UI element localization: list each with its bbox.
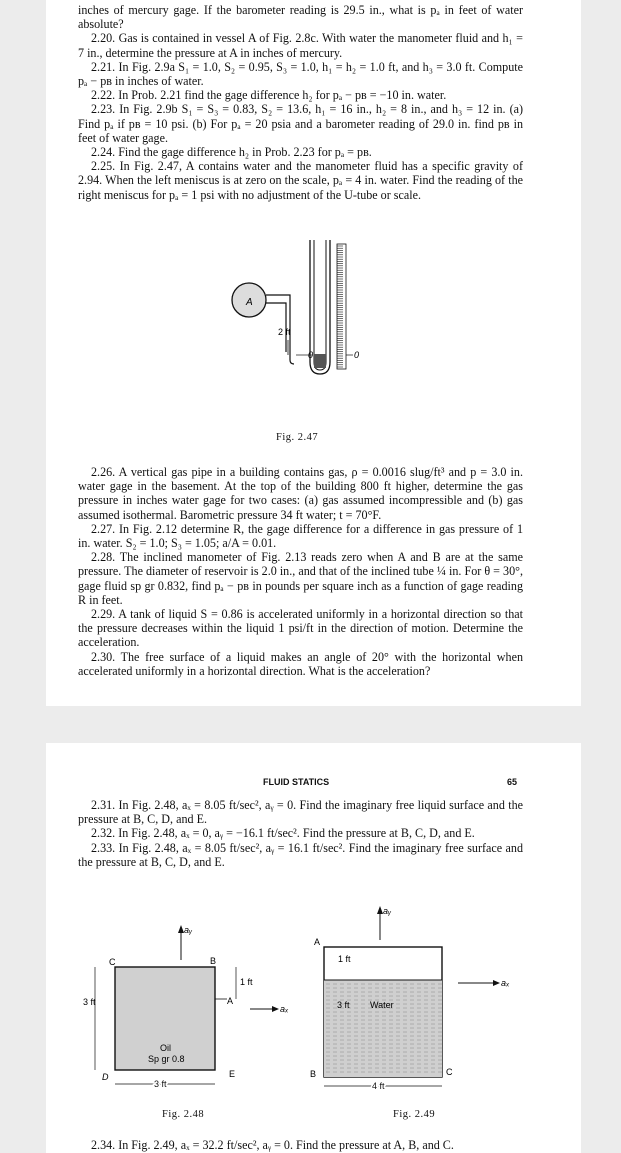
- problem-2-28: 2.28. The inclined manometer of Fig. 2.13 reads zero when A and B are at the same pressure. The diameter of reservoir is 2.0 in., and that of the inclined tube ¼ in. For θ = 30°, gage fluid sp gr 0.832, find pₐ − pʙ in pounds per square inch as a function of gage reading R in feet.: [78, 550, 523, 607]
- fig249-ay: aᵧ: [383, 906, 392, 916]
- fig249-b: B: [310, 1069, 317, 1079]
- fig249-water: Water: [370, 1000, 394, 1010]
- problem-2-25: 2.25. In Fig. 2.47, A contains water and the manometer fluid has a specific gravity of 2.94. When the left meniscus is at zero on the scale, pₐ = 4 in. water. Find the reading of the right meniscus for pₐ = 1 psi with no adjustment of the U-tube or scale.: [78, 159, 523, 202]
- fig248-3ft-h: 3 ft: [83, 997, 96, 1007]
- problem-2-21: 2.21. In Fig. 2.9a S₁ = 1.0, S₂ = 0.95, S₃ = 1.0, h₁ = h₂ = 1.0 ft, and h₃ = 3.0 ft. Compute pₐ − pʙ in inches of water.: [78, 59, 523, 89]
- problem-text: inches of mercury gage. If the barometer reading is 29.5 in., what is pₐ in feet of water absolute?: [78, 3, 523, 32]
- problem-2-24: 2.24. Find the gage difference h₂ in Prob. 2.23 for pₐ = pʙ.: [91, 145, 372, 160]
- running-head: FLUID STATICS: [263, 777, 330, 787]
- problems-block-1: [78, 3, 523, 202]
- problem-2-32: 2.32. In Fig. 2.48, aₓ = 0, aᵧ = −16.1 ft/sec². Find the pressure at B, C, D, and E.: [91, 826, 475, 841]
- fig249-ax: aₓ: [501, 978, 510, 988]
- fig248-3ft-w: 3 ft: [154, 1079, 167, 1089]
- problem-2-30: 2.30. The free surface of a liquid makes an angle of 20° with the horizontal when accelerated uniformly in a horizontal direction. What is the acceleration?: [78, 649, 523, 678]
- fig-2-49-caption: Fig. 2.49: [393, 1109, 436, 1120]
- problem-2-34: 2.34. In Fig. 2.49, aₓ = 32.2 ft/sec², aᵧ = 0. Find the pressure at A, B, and C.: [91, 1138, 454, 1152]
- fig249-a: A: [314, 937, 321, 947]
- fig249-4ft: 4 ft: [372, 1081, 385, 1091]
- fig249-1ft: 1 ft: [338, 954, 351, 964]
- fig248-1ft: 1 ft: [240, 977, 253, 987]
- label-a: A: [246, 297, 253, 308]
- problem-2-31: 2.31. In Fig. 2.48, aₓ = 8.05 ft/sec², aᵧ = 0. Find the imaginary free liquid surface and the pressure at B, C, D, and E.: [78, 798, 523, 827]
- problem-2-27: 2.27. In Fig. 2.12 determine R, the gage difference for a difference in gas pressure of 1 in. water. S₂ = 1.0; S₃ = 1.05; a/A = 0.01.: [78, 521, 523, 551]
- fig-2-47-caption: Fig. 2.47: [276, 432, 319, 443]
- fig248-b: B: [210, 956, 217, 966]
- fig248-e: E: [229, 1069, 236, 1079]
- figure-2-49: [308, 900, 518, 1095]
- label-zero-right: 0: [354, 350, 360, 360]
- fig249-3ft: 3 ft: [337, 1000, 350, 1010]
- fig248-d: D: [102, 1072, 109, 1082]
- label-2ft: 2 ft: [278, 327, 291, 337]
- fig248-oil: Oil: [160, 1043, 171, 1053]
- fig248-a: A: [227, 996, 234, 1006]
- fig248-spgr: Sp gr 0.8: [148, 1054, 185, 1064]
- problem-2-26: 2.26. A vertical gas pipe in a building contains gas, ρ = 0.0016 slug/ft³ and p = 3.0 in. water gage in the basement. At the top of the building 800 ft higher, determine the gas pressure in inches water gage for two cases: (a) gas assumed incompressible and (b) gas assumed isothermal. Barometric pressure 34 ft water; t = 70°F.: [78, 465, 523, 522]
- figure-2-47: [220, 232, 360, 382]
- fig248-c: C: [109, 957, 116, 967]
- problem-2-22: 2.22. In Prob. 2.21 find the gage difference h₂ for pₐ − pʙ = −10 in. water.: [91, 88, 447, 103]
- problem-2-23: 2.23. In Fig. 2.9b S₁ = S₃ = 0.83, S₂ = 13.6, h₁ = 16 in., h₂ = 8 in., and h₃ = 12 in. (a) Find pₐ if pʙ = 10 psi. (b) For pₐ = 20 psia and a barometer reading of 29.0 in. find pʙ in feet of water gage.: [78, 102, 523, 145]
- fig248-ax: aₓ: [280, 1004, 289, 1014]
- fig249-c: C: [446, 1067, 453, 1077]
- page-number: 65: [507, 777, 518, 787]
- problem-2-33: 2.33. In Fig. 2.48, aₓ = 8.05 ft/sec², aᵧ = 16.1 ft/sec². Find the imaginary free surface and the pressure at B, C, D, and E.: [78, 840, 523, 869]
- problem-2-29: 2.29. A tank of liquid S = 0.86 is accelerated uniformly in a horizontal direction so that the pressure decreases within the liquid 1 psi/ft in the direction of motion. Determine the acceleration.: [78, 607, 523, 650]
- label-zero-left: 0: [308, 350, 314, 360]
- problems-block-3: [78, 798, 523, 869]
- problem-2-20: 2.20. Gas is contained in vessel A of Fig. 2.8c. With water the manometer fluid and h₁ = 7 in., determine the pressure at A in inches of mercury.: [78, 31, 523, 60]
- fig-2-48-caption: Fig. 2.48: [162, 1109, 205, 1120]
- fig248-ay: aᵧ: [184, 925, 193, 935]
- figure-2-48: [82, 915, 292, 1100]
- problems-block-2: [78, 465, 523, 678]
